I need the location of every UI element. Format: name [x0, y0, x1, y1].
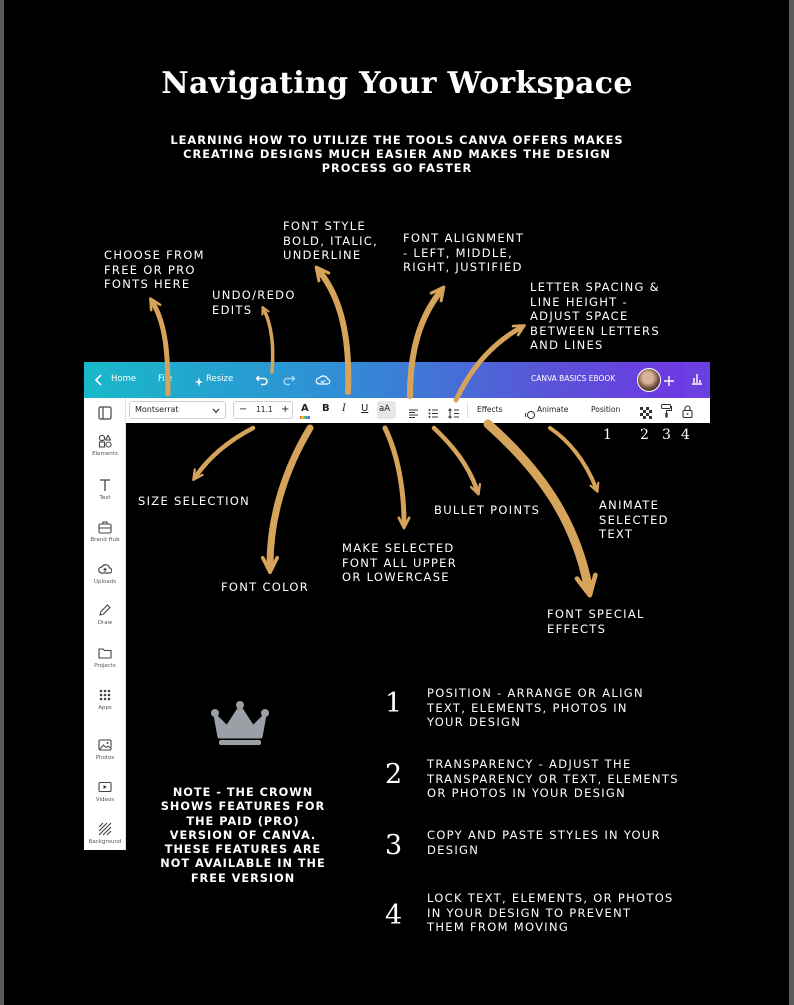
- sidebar-item-label: Photos: [95, 755, 115, 761]
- toolbar-number-1: 1: [603, 427, 612, 443]
- text-color-button[interactable]: A: [301, 403, 309, 414]
- page-edge-left: [0, 0, 4, 1005]
- shapes-icon: [98, 434, 112, 448]
- size-increase-button[interactable]: +: [281, 404, 290, 415]
- transparency-icon[interactable]: [640, 404, 652, 423]
- animate-button[interactable]: Animate: [537, 405, 569, 414]
- font-size-stepper[interactable]: [233, 401, 293, 419]
- sidebar-item-label: Videos: [95, 797, 115, 803]
- label-line: FONT SPECIAL: [547, 607, 645, 621]
- arrow-size: [196, 428, 253, 476]
- label-line: RIGHT, JUSTIFIED: [403, 260, 523, 274]
- label-case: [342, 541, 457, 585]
- pattern-icon: [98, 822, 112, 836]
- label-line: SELECTED: [599, 512, 669, 527]
- briefcase-icon: [98, 520, 112, 534]
- label-line: FONT ALL UPPER: [342, 555, 458, 570]
- sidebar-item-projects[interactable]: [84, 646, 126, 669]
- label-line: TEXT: [599, 527, 634, 541]
- resize-button[interactable]: Resize: [206, 374, 234, 384]
- italic-button[interactable]: I: [342, 403, 346, 414]
- label-line: ADJUST SPACE: [530, 309, 629, 323]
- list-number: 4: [385, 900, 403, 931]
- sidebar-item-apps[interactable]: [84, 688, 126, 711]
- sidebar-item-label: Apps: [98, 705, 112, 711]
- font-family-value: Montserrat: [135, 405, 179, 414]
- grid-icon: [98, 688, 112, 702]
- project-name[interactable]: CANVA BASICS EBOOK: [531, 374, 616, 383]
- list-number: 2: [385, 759, 403, 790]
- sidebar-item-videos[interactable]: [84, 780, 126, 803]
- chevron-left-icon[interactable]: [94, 372, 104, 391]
- font-size-value[interactable]: 11.1: [256, 405, 273, 414]
- list-item-line: COPY AND PASTE STYLES IN YOUR: [427, 828, 661, 842]
- file-menu[interactable]: File: [158, 374, 173, 384]
- label-choose-fonts: [104, 248, 205, 292]
- folder-icon: [98, 646, 112, 660]
- arrow-case: [385, 428, 404, 523]
- sidebar-item-label: Text: [99, 495, 111, 501]
- list-number: 1: [385, 688, 403, 719]
- list-item: [427, 686, 644, 730]
- sidebar-item-label: Brand Hub: [90, 537, 120, 543]
- label-line: FONTS HERE: [104, 277, 191, 291]
- pen-icon: [98, 603, 112, 617]
- sidebar-item-photos[interactable]: [84, 738, 126, 761]
- arrow-font-color: [270, 428, 310, 565]
- sidebar-item-draw[interactable]: [84, 603, 126, 626]
- format-toolbar: [84, 398, 710, 423]
- sidebar-item-text[interactable]: [84, 478, 126, 501]
- label-animate: [599, 498, 669, 542]
- list-item-line: POSITION - ARRANGE OR ALIGN: [427, 686, 644, 700]
- label-line: CHOOSE FROM: [104, 248, 205, 262]
- list-item-line: IN YOUR DESIGN TO PREVENT: [427, 905, 632, 920]
- sparkle-icon: [194, 373, 204, 392]
- toolbar-number-4: 4: [681, 427, 690, 443]
- position-button[interactable]: Position: [591, 405, 621, 414]
- video-icon: [98, 780, 112, 794]
- bold-button[interactable]: B: [322, 403, 330, 414]
- list-item-line: TRANSPARENCY - ADJUST THE: [427, 757, 632, 771]
- crown-icon: [209, 697, 271, 747]
- redo-icon[interactable]: [282, 371, 296, 390]
- label-line: FONT ALIGNMENT: [403, 231, 525, 245]
- effects-button[interactable]: Effects: [477, 405, 503, 414]
- list-item-line: TEXT, ELEMENTS, PHOTOS IN: [427, 700, 628, 715]
- plus-icon[interactable]: [663, 372, 675, 391]
- sidebar-item-label: Draw: [97, 620, 113, 626]
- label-font-style: [283, 219, 378, 263]
- label-font-color: FONT COLOR: [221, 580, 310, 594]
- list-item-line: THEM FROM MOVING: [427, 920, 570, 934]
- home-button[interactable]: Home: [111, 374, 137, 384]
- divider: [467, 403, 468, 418]
- list-item: [427, 828, 661, 857]
- label-line: ANIMATE: [599, 498, 660, 512]
- cloud-saved-icon: [315, 372, 331, 391]
- label-line: OR LOWERCASE: [342, 570, 450, 584]
- label-line: BETWEEN LETTERS: [530, 323, 660, 338]
- arrow-animate: [550, 428, 596, 488]
- label-line: UNDERLINE: [283, 248, 362, 262]
- label-size-selection: SIZE SELECTION: [138, 494, 251, 508]
- sidebar-item-brand-hub[interactable]: [84, 520, 126, 543]
- label-line: EDITS: [212, 302, 253, 317]
- size-decrease-button[interactable]: −: [239, 404, 248, 415]
- sidebar-item-background[interactable]: [84, 822, 126, 845]
- underline-button[interactable]: U: [361, 403, 369, 414]
- sidebar-item-design[interactable]: [84, 406, 126, 423]
- label-bullet-points: BULLET POINTS: [434, 503, 541, 517]
- list-number: 3: [385, 830, 403, 861]
- label-line: MAKE SELECTED: [342, 541, 455, 555]
- page-subtitle: LEARNING HOW TO UTILIZE THE TOOLS CANVA OFFERS MAKES CREATING DESIGNS MUCH EASIER AND MAKES THE DESIGN PROCESS GO FASTER: [170, 133, 624, 175]
- label-undo-redo: [212, 288, 296, 317]
- list-item: [427, 891, 674, 935]
- sidebar-item-label: Projects: [94, 663, 116, 669]
- sidebar-item-elements[interactable]: [84, 434, 126, 457]
- label-line: FONT STYLE: [283, 219, 366, 233]
- pro-crown-note: NOTE - THE CROWN SHOWS FEATURES FOR THE PAID (PRO) VERSION OF CANVA. THESE FEATURES ARE NOT AVAILABLE IN THE FREE VERSION: [160, 786, 326, 885]
- sidebar-item-label: Uploads: [93, 579, 117, 585]
- editor-sidebar: [84, 398, 126, 850]
- label-line: FREE OR PRO: [104, 262, 196, 277]
- insights-button[interactable]: [684, 362, 710, 398]
- label-line: LINE HEIGHT -: [530, 294, 628, 309]
- label-letter-spacing: [530, 280, 660, 353]
- list-item-line: YOUR DESIGN: [427, 715, 522, 729]
- image-icon: [98, 738, 112, 752]
- lock-icon[interactable]: [682, 403, 693, 422]
- bullet-list-icon[interactable]: [428, 404, 439, 423]
- layout-icon: [98, 406, 112, 420]
- text-icon: [98, 478, 112, 492]
- label-line: UNDO/REDO: [212, 288, 296, 302]
- undo-icon[interactable]: [255, 371, 269, 390]
- font-family-select[interactable]: [129, 401, 226, 419]
- bar-chart-icon: [684, 362, 710, 398]
- chevron-down-icon: [212, 408, 220, 414]
- case-button[interactable]: aA: [377, 401, 396, 419]
- page-title: Navigating Your Workspace: [161, 66, 633, 101]
- cloud-upload-icon: [98, 562, 112, 576]
- editor-topbar: [84, 362, 710, 398]
- spacing-icon[interactable]: [448, 404, 460, 423]
- label-line: BOLD, ITALIC,: [283, 233, 379, 248]
- label-font-alignment: [403, 231, 524, 275]
- list-item: [427, 757, 679, 801]
- label-line: - LEFT, MIDDLE,: [403, 245, 514, 260]
- sidebar-item-uploads[interactable]: [84, 562, 126, 585]
- list-item-line: TRANSPARENCY OR TEXT, ELEMENTS: [427, 771, 679, 786]
- label-line: AND LINES: [530, 338, 604, 352]
- page-edge-right: [789, 0, 794, 1005]
- label-line: EFFECTS: [547, 621, 607, 636]
- arrow-bullets: [434, 428, 477, 490]
- align-left-icon[interactable]: [408, 404, 419, 423]
- paint-roller-icon[interactable]: [661, 403, 672, 422]
- animate-icon: [525, 405, 535, 424]
- color-bar: [300, 416, 310, 419]
- label-line: LETTER SPACING &: [530, 280, 660, 294]
- toolbar-number-3: 3: [662, 427, 671, 443]
- list-item-line: LOCK TEXT, ELEMENTS, OR PHOTOS: [427, 891, 674, 905]
- list-item-line: DESIGN: [427, 842, 480, 857]
- toolbar-number-2: 2: [640, 427, 649, 443]
- sidebar-item-label: Background: [88, 839, 122, 845]
- list-item-line: OR PHOTOS IN YOUR DESIGN: [427, 786, 627, 800]
- avatar[interactable]: [637, 368, 661, 392]
- sidebar-item-label: Elements: [92, 451, 118, 457]
- label-special-effects: [547, 607, 645, 636]
